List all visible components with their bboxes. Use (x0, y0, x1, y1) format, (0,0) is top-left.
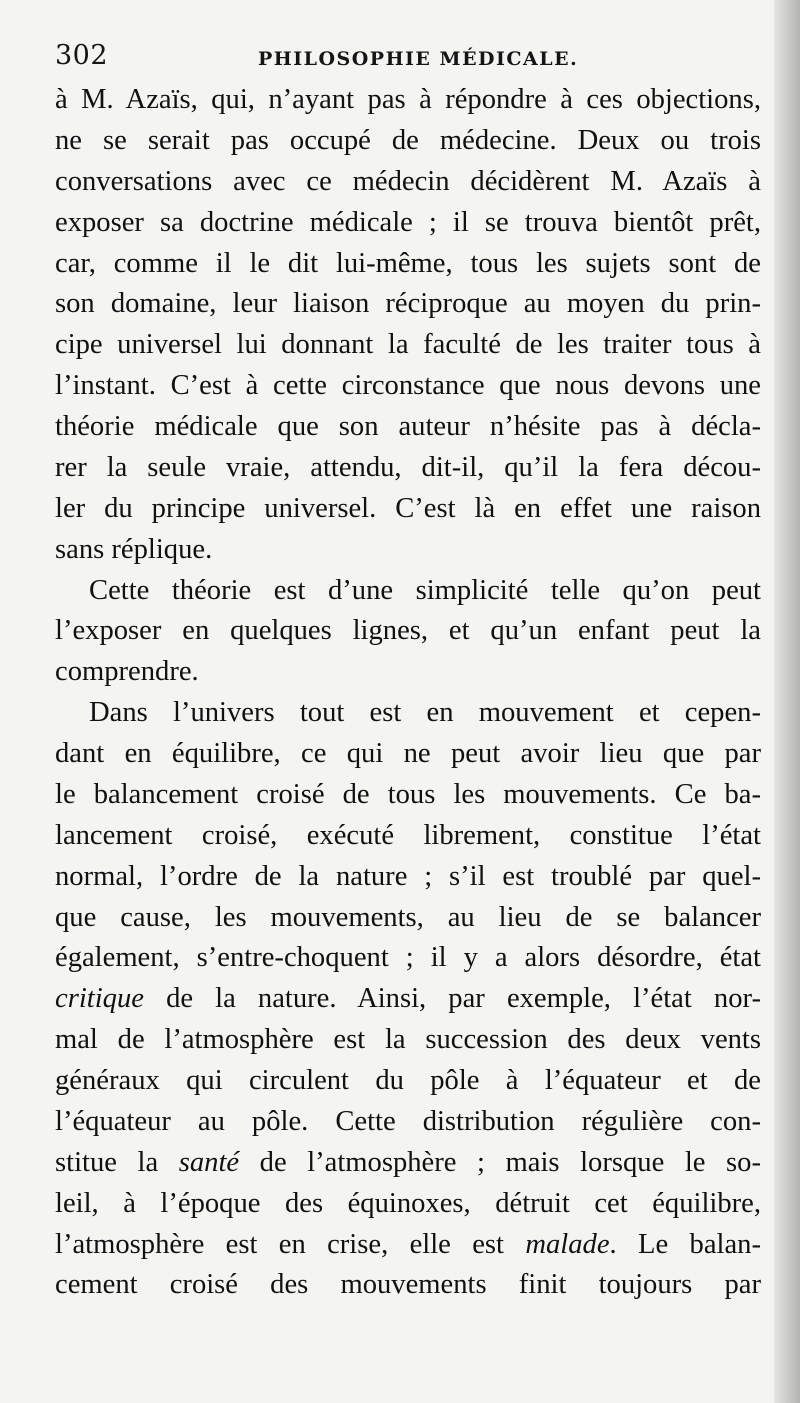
text-line (55, 652, 761, 693)
page-gutter-shadow (774, 0, 800, 1403)
text-segment: dant en équilibre, ce qui ne peut avoir lieu que par (55, 738, 761, 769)
text-line (55, 693, 761, 734)
text-line (55, 162, 761, 203)
text-segment: cement croisé des mouvements finit toujours par (55, 1269, 761, 1301)
text-line (55, 938, 761, 979)
text-segment: théorie médicale que son auteur n’hésite pas à décla- (55, 411, 761, 442)
text-segment: de la nature. Ainsi, par exemple, l’état nor- (143, 983, 761, 1015)
text-line (55, 121, 761, 162)
text-line (55, 1102, 761, 1143)
text-segment: Dans l’univers tout est en mouvement et cepen- (89, 697, 761, 729)
text-segment: que cause, les mouvements, au lieu de se balancer (55, 901, 761, 933)
text-segment: comprendre. (55, 656, 199, 688)
text-line (55, 734, 761, 775)
text-line (55, 816, 761, 857)
text-line (55, 611, 761, 652)
text-segment: cipe universel lui donnant la faculté de les traiter tous à (55, 329, 761, 361)
text-segment: ne se serait pas occupé de médecine. Deux ou trois (55, 124, 761, 156)
text-segment: car, comme il le dit lui-même, tous les sujets sont de (55, 247, 761, 279)
text-line (55, 898, 761, 939)
italic-word: malade (525, 1228, 610, 1260)
text-segment: exposer sa doctrine médicale ; il se trouva bientôt prêt, (55, 206, 761, 238)
text-line (55, 407, 761, 448)
text-segment: le balancement croisé de tous les mouvements. Ce ba- (55, 778, 761, 810)
text-segment: . Le balan- (609, 1228, 761, 1260)
text-line (55, 530, 761, 571)
text-segment: l’instant. C’est à cette circonstance que nous devons une (55, 370, 761, 402)
text-segment: l’exposer en quelques lignes, et qu’un enfant peut la (55, 615, 761, 647)
text-segment: son domaine, leur liaison réciproque au moyen du prin- (55, 288, 761, 320)
text-segment: lancement croisé, exécuté librement, constitue l’état (55, 819, 761, 851)
text-line (55, 80, 761, 121)
text-line (55, 1184, 761, 1225)
text-line (55, 448, 761, 489)
text-line (55, 284, 761, 325)
text-line (55, 1020, 761, 1061)
text-segment: de l’atmosphère ; mais lorsque le so- (239, 1146, 761, 1178)
text-segment: leil, à l’époque des équinoxes, détruit cet équilibre, (55, 1187, 761, 1219)
text-segment: normal, l’ordre de la nature ; s’il est troublé par quel- (55, 860, 761, 892)
text-line (55, 366, 761, 407)
text-segment: ler du principe universel. C’est là en effet une raison (55, 492, 761, 524)
text-segment: l’équateur au pôle. Cette distribution régulière con- (55, 1105, 761, 1137)
text-segment: l’atmosphère est en crise, elle est (55, 1228, 526, 1260)
text-line (55, 1143, 761, 1184)
running-title: PHILOSOPHIE MÉDICALE. (258, 48, 579, 70)
text-line (55, 325, 761, 366)
page-number: 302 (55, 40, 109, 71)
text-line (55, 1265, 761, 1306)
body-text (55, 80, 761, 1306)
text-line (55, 979, 761, 1020)
italic-word: santé (178, 1146, 240, 1178)
text-segment: à M. Azaïs, qui, n’ayant pas à répondre à ces objections, (55, 84, 761, 115)
text-segment: Cette théorie est d’une simplicité telle qu’on peut (89, 574, 761, 606)
text-segment: mal de l’atmosphère est la succession des deux vents (55, 1024, 761, 1056)
italic-word: critique (55, 983, 144, 1015)
text-segment: sans réplique. (55, 533, 213, 565)
text-line (55, 857, 761, 898)
text-segment: rer la seule vraie, attendu, dit-il, qu’il la fera décou- (55, 451, 761, 483)
text-line (55, 775, 761, 816)
text-line (55, 203, 761, 244)
text-line (55, 489, 761, 530)
text-line (55, 244, 761, 285)
text-segment: stitue la (55, 1146, 179, 1178)
text-line (55, 1061, 761, 1102)
text-segment: conversations avec ce médecin décidèrent M. Azaïs à (55, 165, 761, 197)
text-segment: généraux qui circulent du pôle à l’équateur et de (55, 1065, 761, 1096)
text-line (55, 1225, 761, 1266)
text-segment: également, s’entre-choquent ; il y a alors désordre, état (55, 942, 761, 974)
text-line (55, 571, 761, 612)
page-header (55, 40, 755, 80)
